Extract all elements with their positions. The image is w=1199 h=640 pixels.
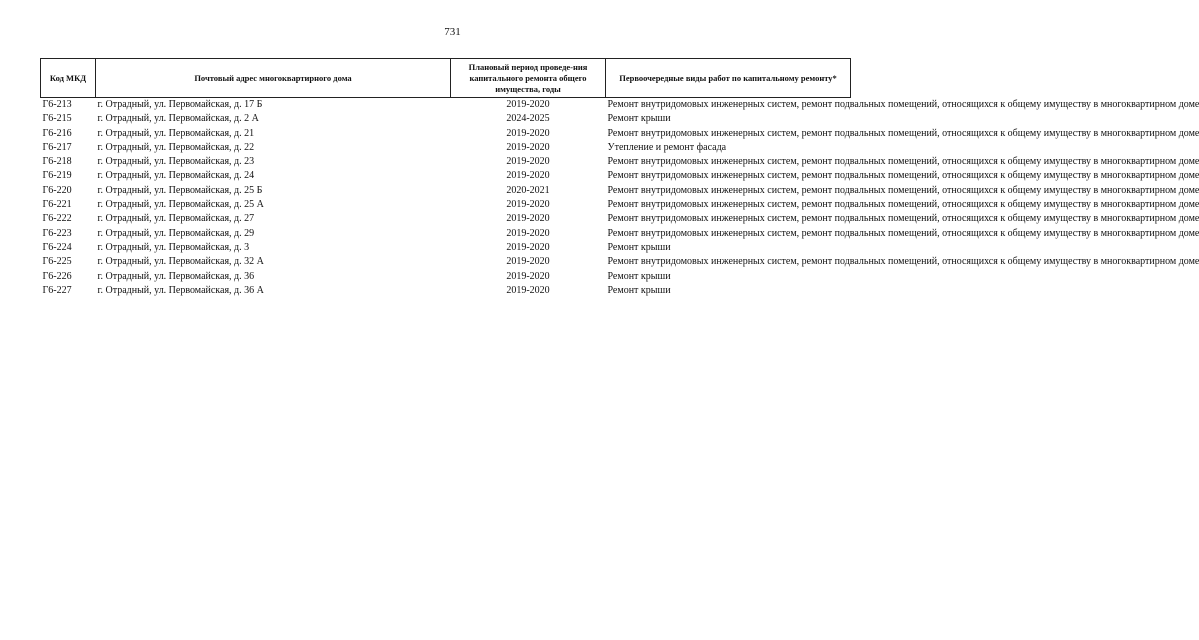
- table-row: [41, 141, 851, 155]
- address-cell: г. Отрадный, ул. Первомайская, д. 17 Б: [97, 99, 263, 110]
- works-cell: Ремонт крыши: [607, 113, 671, 125]
- period-cell: 2024-2025: [506, 113, 550, 125]
- works-cell: Ремонт внутридомовых инженерных систем, ремонт подвальных помещений, относящихся к общему имуществу в многоквартирном доме: [607, 256, 1199, 268]
- period-cell: 2019-2020: [506, 127, 550, 139]
- works-cell: Ремонт внутридомовых инженерных систем, ремонт подвальных помещений, относящихся к общему имуществу в многоквартирном доме: [607, 227, 1199, 239]
- address-cell: г. Отрадный, ул. Первомайская, д. 21: [97, 127, 255, 139]
- address-cell: г. Отрадный, ул. Первомайская, д. 32 А: [97, 256, 264, 268]
- works-cell: Ремонт крыши: [607, 241, 671, 253]
- works-cell: Ремонт внутридомовых инженерных систем, ремонт подвальных помещений, относящихся к общему имуществу в многоквартирном доме: [607, 199, 1199, 211]
- table-row: [41, 270, 851, 284]
- works-cell: Ремонт внутридомовых инженерных систем, ремонт подвальных помещений, относящихся к общему имуществу в многоквартирном доме: [607, 127, 1199, 139]
- period-cell: 2019-2020: [506, 227, 550, 239]
- period-cell: 2019-2020: [506, 284, 550, 296]
- table-row: [41, 255, 851, 269]
- period-cell: 2019-2020: [506, 199, 550, 211]
- table-body: [41, 98, 1199, 299]
- address-cell: г. Отрадный, ул. Первомайская, д. 23: [97, 156, 255, 168]
- page-number: 731: [444, 26, 461, 38]
- period-cell: 2019-2020: [506, 256, 550, 268]
- period-cell: 2019-2020: [506, 156, 550, 168]
- repair-schedule-table: [40, 58, 1199, 298]
- address-cell: г. Отрадный, ул. Первомайская, д. 36: [97, 270, 255, 282]
- table-row: [41, 198, 851, 212]
- period-cell: 2019-2020: [506, 170, 550, 182]
- code-cell: Г6-217: [42, 141, 72, 153]
- period-cell: 2019-2020: [506, 141, 550, 153]
- works-cell: Ремонт внутридомовых инженерных систем, ремонт подвальных помещений, относящихся к общему имуществу в многоквартирном доме: [607, 213, 1199, 225]
- code-cell: Г6-219: [42, 170, 72, 182]
- works-cell: Ремонт внутридомовых инженерных систем, ремонт подвальных помещений, относящихся к общему имуществу в многоквартирном доме: [607, 156, 1199, 168]
- works-cell: Ремонт внутридомовых инженерных систем, ремонт подвальных помещений, относящихся к общему имуществу в многоквартирном доме: [607, 170, 1199, 182]
- period-cell: 2019-2020: [506, 99, 550, 110]
- code-cell: Г6-226: [42, 270, 72, 282]
- header-works: Первоочередные виды работ по капитальному ремонту*: [606, 59, 851, 98]
- period-cell: 2019-2020: [506, 270, 550, 282]
- code-cell: Г6-223: [42, 227, 72, 239]
- code-cell: Г6-227: [42, 284, 72, 296]
- table-row: [41, 212, 851, 226]
- address-cell: г. Отрадный, ул. Первомайская, д. 25 Б: [97, 184, 263, 196]
- address-cell: г. Отрадный, ул. Первомайская, д. 25 А: [97, 199, 264, 211]
- code-cell: Г6-215: [42, 113, 72, 125]
- works-cell: Ремонт внутридомовых инженерных систем, ремонт подвальных помещений, относящихся к общему имуществу в многоквартирном доме: [607, 99, 1199, 110]
- table-row: [41, 127, 851, 141]
- table-row: [41, 184, 851, 198]
- code-cell: Г6-222: [42, 213, 72, 225]
- table-row: [41, 241, 851, 255]
- code-cell: Г6-216: [42, 127, 72, 139]
- address-cell: г. Отрадный, ул. Первомайская, д. 22: [97, 141, 255, 153]
- address-cell: г. Отрадный, ул. Первомайская, д. 36 А: [97, 284, 264, 296]
- table-header: [41, 59, 851, 98]
- address-cell: г. Отрадный, ул. Первомайская, д. 27: [97, 213, 255, 225]
- period-cell: 2020-2021: [506, 184, 550, 196]
- works-cell: Ремонт крыши: [607, 284, 671, 296]
- address-cell: г. Отрадный, ул. Первомайская, д. 2 А: [97, 113, 259, 125]
- code-cell: Г6-218: [42, 156, 72, 168]
- code-cell: Г6-224: [42, 241, 72, 253]
- table-row: [41, 284, 851, 298]
- address-cell: г. Отрадный, ул. Первомайская, д. 3: [97, 241, 250, 253]
- period-cell: 2019-2020: [506, 241, 550, 253]
- works-cell: Ремонт внутридомовых инженерных систем, ремонт подвальных помещений, относящихся к общему имуществу в многоквартирном доме: [607, 184, 1199, 196]
- header-address: Почтовый адрес многоквартирного дома: [96, 59, 451, 98]
- header-code: Код МКД: [41, 59, 96, 98]
- table-row: [41, 169, 851, 183]
- works-cell: Ремонт крыши: [607, 270, 671, 282]
- header-period: Плановый период проведе-ния капитального ремонта общего имущества, годы: [451, 59, 606, 98]
- address-cell: г. Отрадный, ул. Первомайская, д. 24: [97, 170, 255, 182]
- table-row: [41, 112, 851, 126]
- header-row: [41, 59, 851, 98]
- table-row: [41, 227, 851, 241]
- code-cell: Г6-221: [42, 199, 72, 211]
- table-row: [41, 155, 851, 169]
- works-cell: Утепление и ремонт фасада: [607, 141, 727, 153]
- table-row: [41, 98, 851, 113]
- period-cell: 2019-2020: [506, 213, 550, 225]
- code-cell: Г6-225: [42, 256, 72, 268]
- code-cell: Г6-213: [42, 99, 72, 110]
- code-cell: Г6-220: [42, 184, 72, 196]
- address-cell: г. Отрадный, ул. Первомайская, д. 29: [97, 227, 255, 239]
